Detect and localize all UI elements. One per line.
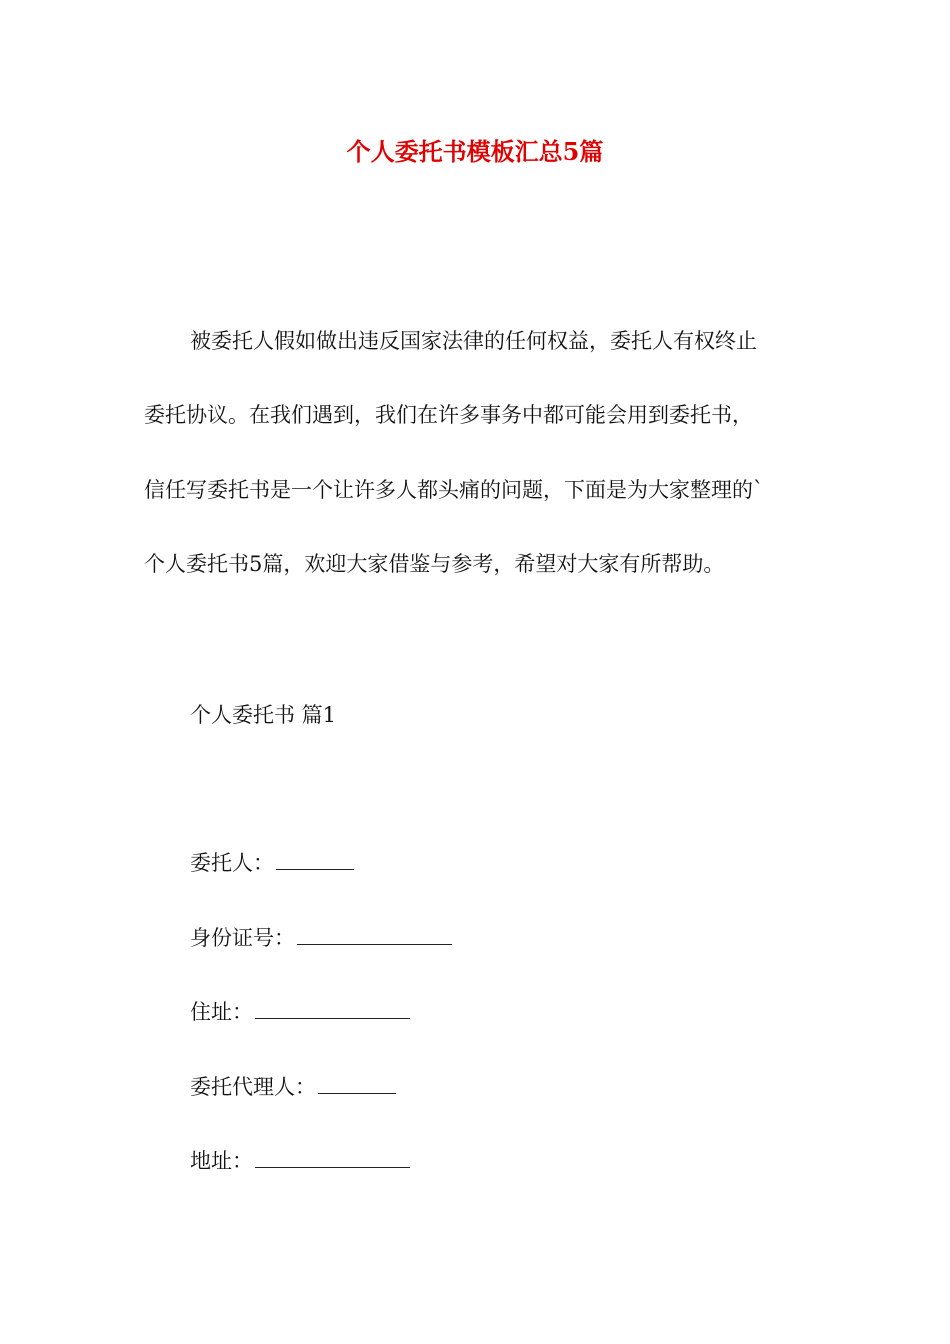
intro-line-3: 信任写委托书是一个让许多人都头痛的问题，下面是为大家整理的` xyxy=(144,478,764,502)
field-label: 住址： xyxy=(190,1000,253,1024)
blank-line xyxy=(297,924,452,945)
field-label: 委托代理人： xyxy=(190,1075,316,1099)
blank-line xyxy=(255,998,410,1019)
blank-line xyxy=(276,849,354,870)
document-title: 个人委托书模板汇总5篇 xyxy=(346,137,604,166)
field-agent xyxy=(190,1072,396,1102)
intro-line-2: 委托协议。在我们遇到，我们在许多事务中都可能会用到委托书， xyxy=(144,403,753,427)
field-label: 身份证号： xyxy=(190,926,295,950)
field-label: 地址： xyxy=(190,1149,253,1173)
blank-line xyxy=(318,1073,396,1094)
field-principal xyxy=(190,848,354,878)
blank-line xyxy=(255,1147,410,1168)
section-heading: 个人委托书 篇1 xyxy=(190,703,337,727)
intro-line-1: 被委托人假如做出违反国家法律的任何权益，委托人有权终止 xyxy=(190,329,757,353)
field-residence xyxy=(190,997,410,1027)
field-label: 委托人： xyxy=(190,851,274,875)
field-address xyxy=(190,1146,410,1176)
field-id-number xyxy=(190,923,452,953)
intro-line-4: 个人委托书5篇，欢迎大家借鉴与参考，希望对大家有所帮助。 xyxy=(144,552,725,576)
